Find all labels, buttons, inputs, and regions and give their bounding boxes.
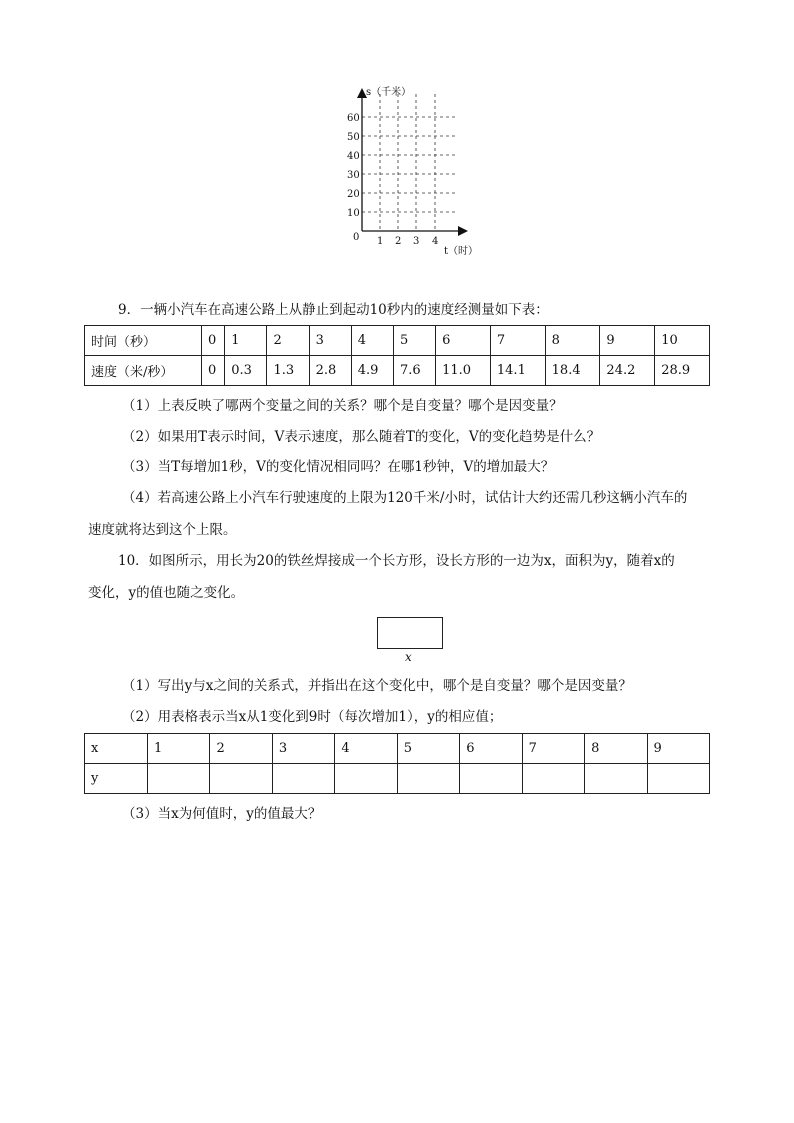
y-axis-label: s（千米） — [366, 87, 412, 98]
table-row — [85, 356, 710, 386]
q10-answer-cell[interactable] — [522, 764, 584, 794]
rectangle-figure — [377, 617, 443, 649]
table-row — [85, 764, 710, 794]
q9-cell: 0.3 — [225, 356, 267, 386]
q9-cell: 4.9 — [351, 356, 393, 386]
q9-cell: 6 — [436, 326, 491, 356]
q10-cell: 5 — [397, 734, 459, 764]
q9-title: 9．一辆小汽车在高速公路上从静止到起动10秒内的速度经测量如下表： — [118, 302, 549, 318]
graph-svg — [340, 84, 490, 259]
q10-answer-cell[interactable] — [585, 764, 647, 794]
q9-cell: 0 — [202, 326, 225, 356]
y-tick-20: 20 — [347, 189, 360, 200]
q9-cell: 7 — [490, 326, 545, 356]
q10-cell: 3 — [272, 734, 334, 764]
distance-time-graph — [340, 84, 490, 259]
q9-cell: 7.6 — [393, 356, 435, 386]
q9-cell: 2 — [267, 326, 309, 356]
q10-sub2: （2）用表格表示当x从1变化到9时（每次增加1），y的相应值； — [122, 709, 503, 725]
origin-label: 0 — [353, 232, 360, 243]
x-axis-arrow-icon — [458, 226, 468, 236]
q10-answer-cell[interactable] — [647, 764, 710, 794]
q10-answer-cell[interactable] — [335, 764, 397, 794]
q10-answer-cell[interactable] — [272, 764, 334, 794]
q9-sub4-line1: （4）若高速公路上小汽车行驶速度的上限为120千米/小时，试估计大约还需几秒这辆小汽车的 — [122, 490, 688, 506]
q10-cell: 2 — [210, 734, 272, 764]
q10-row1-label: x — [85, 734, 148, 764]
q9-cell: 18.4 — [545, 356, 600, 386]
q10-cell: 9 — [647, 734, 710, 764]
q10-answer-cell[interactable] — [460, 764, 522, 794]
q10-answer-cell[interactable] — [210, 764, 272, 794]
table-row — [85, 734, 710, 764]
q10-xy-table — [84, 733, 710, 794]
q10-answer-cell[interactable] — [397, 764, 459, 794]
x-tick-3: 3 — [413, 236, 420, 247]
q10-cell: 1 — [148, 734, 210, 764]
q9-cell: 9 — [600, 326, 655, 356]
x-tick-2: 2 — [395, 236, 402, 247]
q9-cell: 4 — [351, 326, 393, 356]
q10-cell: 8 — [585, 734, 647, 764]
q10-row2-label: y — [85, 764, 148, 794]
q9-sub3: （3）当T每增加1秒，V的变化情况相同吗？在哪1秒钟，V的增加最大？ — [122, 459, 555, 475]
q9-cell: 2.8 — [309, 356, 351, 386]
q10-title-line1: 10．如图所示，用长为20的铁丝焊接成一个长方形，设长方形的一边为x，面积为y，随着x的 — [118, 553, 675, 569]
y-tick-60: 60 — [347, 113, 360, 124]
q10-cell: 6 — [460, 734, 522, 764]
q9-sub2: （2）如果用T表示时间，V表示速度，那么随着T的变化，V的变化趋势是什么？ — [122, 429, 601, 445]
q9-speed-table — [84, 325, 710, 386]
q10-sub1: （1）写出y与x之间的关系式，并指出在这个变化中，哪个是自变量？哪个是因变量？ — [122, 678, 632, 694]
q10-title-line2: 变化，y的值也随之变化。 — [88, 585, 245, 601]
q9-cell: 14.1 — [490, 356, 545, 386]
x-tick-4: 4 — [432, 236, 439, 247]
q9-cell: 24.2 — [600, 356, 655, 386]
q10-cell: 7 — [522, 734, 584, 764]
q9-cell: 1.3 — [267, 356, 309, 386]
x-tick-1: 1 — [377, 236, 384, 247]
q9-row1-label: 时间（秒） — [85, 326, 202, 356]
q9-cell: 10 — [655, 326, 710, 356]
q10-cell: 4 — [335, 734, 397, 764]
y-tick-10: 10 — [347, 208, 360, 219]
q9-cell: 1 — [225, 326, 267, 356]
q9-row2-label: 速度（米/秒） — [85, 356, 202, 386]
q9-cell: 0 — [202, 356, 225, 386]
rectangle-side-label: x — [405, 650, 412, 664]
table-row — [85, 326, 710, 356]
q9-sub1: （1）上表反映了哪两个变量之间的关系？哪个是自变量？哪个是因变量？ — [122, 398, 563, 414]
q9-sub4-line2: 速度就将达到这个上限。 — [88, 522, 237, 538]
q9-cell: 28.9 — [655, 356, 710, 386]
y-tick-30: 30 — [347, 170, 360, 181]
q9-cell: 3 — [309, 326, 351, 356]
q10-answer-cell[interactable] — [148, 764, 210, 794]
grid-lines — [362, 94, 455, 231]
y-tick-40: 40 — [347, 151, 360, 162]
x-axis-label: t（时） — [444, 246, 479, 257]
y-tick-50: 50 — [347, 132, 360, 143]
q9-cell: 5 — [393, 326, 435, 356]
q10-sub3: （3）当x为何值时，y的值最大？ — [122, 806, 322, 822]
q9-cell: 8 — [545, 326, 600, 356]
q9-cell: 11.0 — [436, 356, 491, 386]
